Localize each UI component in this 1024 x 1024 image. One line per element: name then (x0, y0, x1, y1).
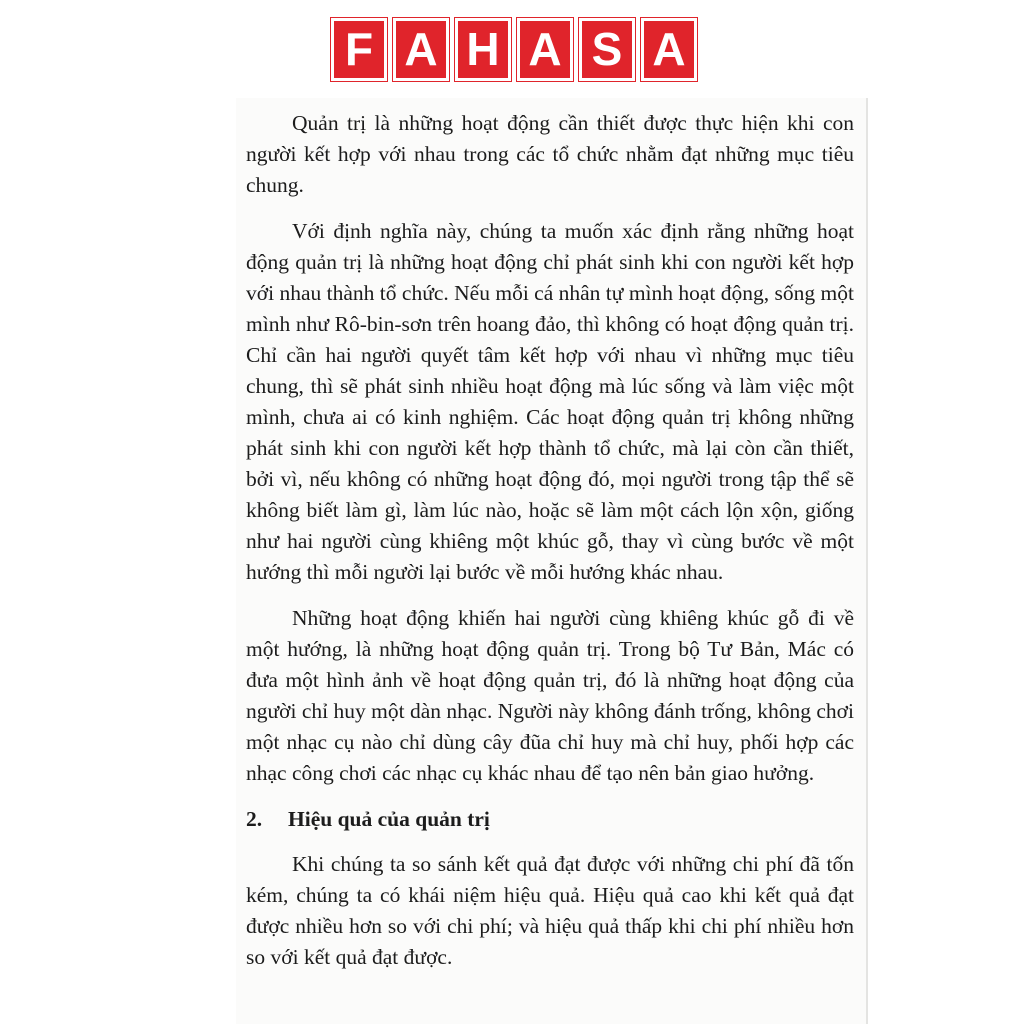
logo-letter: A (517, 18, 573, 81)
logo-letter: F (331, 18, 387, 81)
logo-letter: S (579, 18, 635, 81)
section-title: Hiệu quả của quản trị (288, 807, 490, 831)
logo-letter: A (641, 18, 697, 81)
logo-letter: H (455, 18, 511, 81)
fahasa-logo (331, 18, 697, 81)
logo-letter: A (393, 18, 449, 81)
section-heading (246, 804, 854, 835)
paragraph: Với định nghĩa này, chúng ta muốn xác định rằng những hoạt động quản trị là những hoạt động chỉ phát sinh khi con người kết hợp với nhau thành tổ chức. Nếu mỗi cá nhân tự mình hoạt động, sống một mình như Rô-bin-sơn trên hoang đảo, thì không có hoạt động quản trị. Chỉ cần hai người quyết tâm kết hợp với nhau vì những mục tiêu chung, thì sẽ phát sinh nhiều hoạt động mà lúc sống và làm việc một mình, chưa ai có kinh nghiệm. Các hoạt động quản trị không những phát sinh khi con người kết hợp thành tổ chức, mà lại còn cần thiết, bởi vì, nếu không có những hoạt động đó, mọi người trong tập thể sẽ không biết làm gì, làm lúc nào, hoặc sẽ làm một cách lộn xộn, giống như hai người cùng khiêng một khúc gỗ, thay vì cùng bước về một hướng thì mỗi người lại bước về mỗi hướng khác nhau. (246, 219, 854, 584)
section-number: 2. (246, 807, 263, 831)
book-page-text (246, 108, 854, 988)
paragraph: Những hoạt động khiến hai người cùng khiêng khúc gỗ đi về một hướng, là những hoạt động quản trị. Trong bộ Tư Bản, Mác có đưa một hình ảnh về hoạt động quản trị, đó là những hoạt động của người chỉ huy một dàn nhạc. Người này không đánh trống, không chơi một nhạc cụ nào chỉ dùng cây đũa chỉ huy mà chỉ huy, phối hợp các nhạc công chơi các nhạc cụ khác nhau để tạo nên bản giao hưởng. (246, 606, 854, 785)
paragraph: Khi chúng ta so sánh kết quả đạt được với những chi phí đã tốn kém, chúng ta có khái niệm hiệu quả. Hiệu quả cao khi kết quả đạt được nhiều hơn so với chi phí; và hiệu quả thấp khi chi phí nhiều hơn so với kết quả đạt được. (246, 852, 854, 969)
paragraph: Quản trị là những hoạt động cần thiết được thực hiện khi con người kết hợp với nhau trong các tổ chức nhằm đạt những mục tiêu chung. (246, 111, 854, 197)
